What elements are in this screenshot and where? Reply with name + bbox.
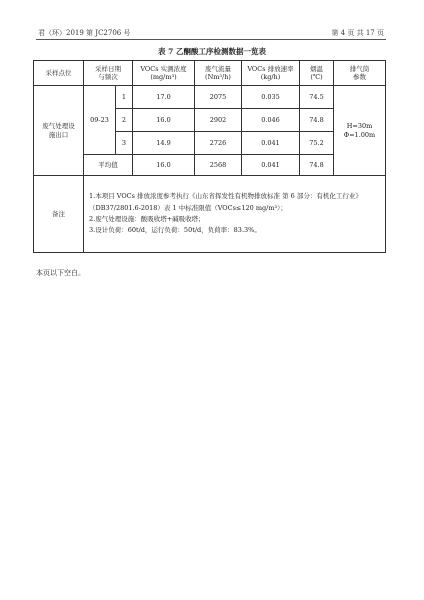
page-number: 第 4 页 共 17 页 xyxy=(331,29,384,37)
col-header-concentration: VOCs 实测浓度 (mg/m³) xyxy=(133,61,195,86)
concentration-cell: 14.9 xyxy=(133,132,195,155)
col-header-emission-rate: VOCs 排放速率 (kg/h) xyxy=(242,61,300,86)
sampling-location: 废气处理设 施出口 xyxy=(34,86,84,176)
remark-line: 3.设计负荷：60t/d，运行负荷：50t/d，负荷率：83.3%。 xyxy=(89,226,261,235)
sampling-date: 09-23 xyxy=(84,86,116,155)
temperature-cell: 74.8 xyxy=(300,109,334,132)
rate-cell: 0.035 xyxy=(242,86,300,109)
blank-page-note: 本页以下空白。 xyxy=(36,269,85,277)
batch-index: 1 xyxy=(116,86,133,109)
remarks-row xyxy=(34,176,386,253)
rate-cell: 0.041 xyxy=(242,132,300,155)
table-title: 表 7 乙酮酸工序检测数据一览表 xyxy=(158,47,266,56)
rate-cell: 0.046 xyxy=(242,109,300,132)
remark-line: 1.本项目 VOCs 排放浓度参考执行《山东省挥发性有机物排放标准 第 6 部分：有机化工行业》 xyxy=(89,192,362,201)
flow-cell: 2075 xyxy=(195,86,242,109)
header-divider xyxy=(36,39,386,40)
col-header-flow: 废气流量 (Nm³/h) xyxy=(195,61,242,86)
col-header-location: 采样点位 xyxy=(34,61,84,86)
average-concentration: 16.0 xyxy=(133,155,195,176)
concentration-cell: 17.0 xyxy=(133,86,195,109)
average-row xyxy=(34,155,386,176)
col-header-date-batch: 采样日期 与频次 xyxy=(84,61,133,86)
temperature-cell: 75.2 xyxy=(300,132,334,155)
average-rate: 0.041 xyxy=(242,155,300,176)
remarks-content xyxy=(84,176,386,253)
data-table xyxy=(33,60,386,253)
remark-line: 2.废气处理设施：酸吸收塔+碱吸收塔； xyxy=(89,215,205,223)
temperature-cell: 74.5 xyxy=(300,86,334,109)
stack-parameters: H=30m Φ=1.00m xyxy=(334,86,386,176)
page-header xyxy=(38,28,384,38)
table-header-row xyxy=(34,61,386,86)
batch-index: 2 xyxy=(116,109,133,132)
flow-cell: 2902 xyxy=(195,109,242,132)
average-temperature: 74.8 xyxy=(300,155,334,176)
report-number: 君（环）2019 第 JC2706 号 xyxy=(38,29,131,37)
table-row xyxy=(34,86,386,109)
flow-cell: 2726 xyxy=(195,132,242,155)
remarks-label: 备注 xyxy=(34,176,84,253)
remark-line: （DB37/2801.6-2018）表 1 中标准限值（VOCs≤120 mg/m³）； xyxy=(89,203,287,212)
concentration-cell: 16.0 xyxy=(133,109,195,132)
average-label: 平均值 xyxy=(84,155,133,176)
col-header-temperature: 烟温 (℃) xyxy=(300,61,334,86)
average-flow: 2568 xyxy=(195,155,242,176)
batch-index: 3 xyxy=(116,132,133,155)
col-header-stack: 排气筒 参数 xyxy=(334,61,386,86)
